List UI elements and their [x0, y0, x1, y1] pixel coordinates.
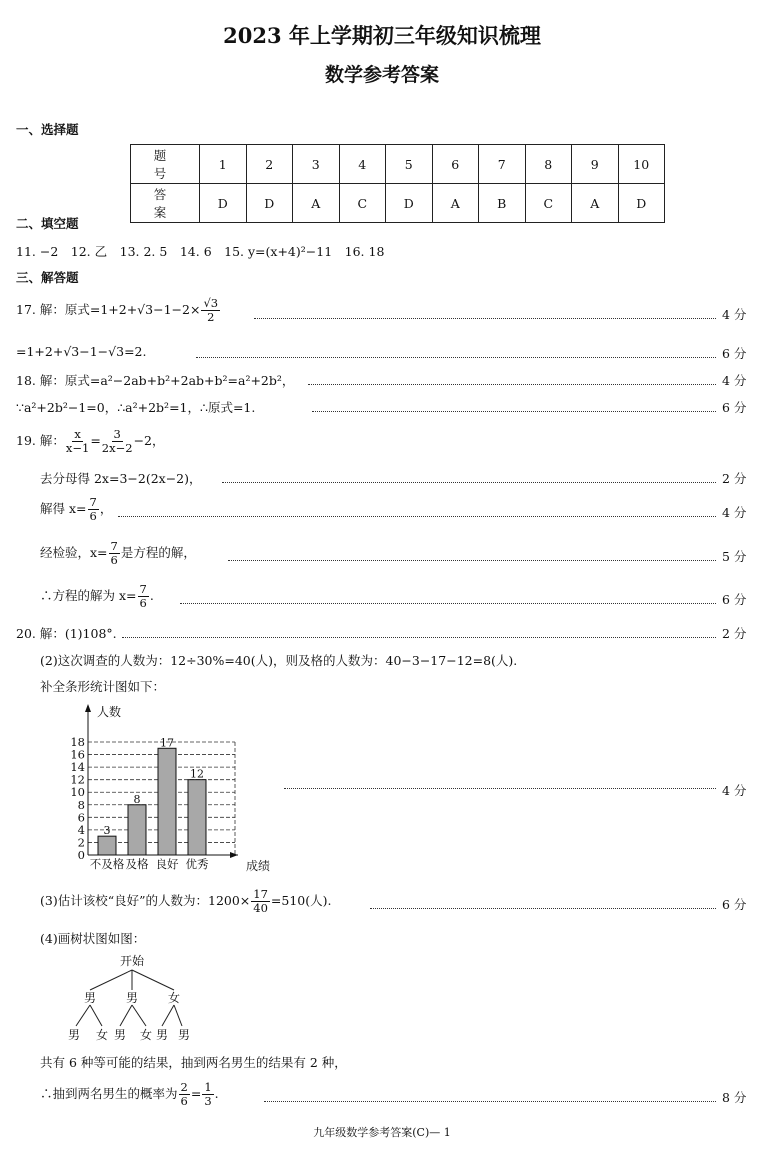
q19-tail: −2， — [133, 433, 165, 448]
section-choice-heading: 一、选择题 — [16, 122, 79, 137]
score-mark: 2 分 — [722, 626, 747, 641]
x-tick-label: 优秀 — [185, 857, 209, 871]
tree-node: 男 — [125, 991, 139, 1005]
frac-numerator: 17 — [253, 887, 268, 901]
q20-line7 — [40, 1081, 219, 1108]
y-tick-label: 14 — [70, 760, 85, 775]
frac-numerator: 7 — [89, 495, 97, 509]
score-mark: 6 分 — [722, 346, 747, 361]
leader-dots — [122, 637, 716, 638]
q18-line1: 18. 解：原式=a²−2ab+b²+2ab+b²=a²+2b²， — [16, 373, 295, 388]
q19-l5-text: ∴方程的解为 x= — [40, 588, 137, 603]
q19-l3-text: 解得 x= — [40, 501, 87, 516]
q20-line6: 共有 6 种等可能的结果，抽到两名男生的结果有 2 种， — [40, 1055, 347, 1070]
frac-denominator: 40 — [253, 901, 268, 915]
frac-denominator: 6 — [110, 553, 118, 567]
q19-line2: 去分母得 2x=3−2(2x−2)， — [40, 471, 202, 486]
table-cell: 2 — [246, 145, 293, 184]
tree-branch — [132, 970, 174, 990]
table-cell: 3 — [293, 145, 340, 184]
y-tick-label: 10 — [70, 785, 85, 800]
frac-denominator: 2 — [207, 310, 215, 324]
leader-dots — [370, 908, 716, 909]
punctuation: . — [149, 588, 154, 603]
table-cell: B — [479, 184, 526, 223]
table-cell: A — [293, 184, 340, 223]
tree-leaf: 男 — [67, 1028, 81, 1042]
leader-dots — [284, 788, 716, 789]
frac-denominator: 6 — [89, 509, 97, 523]
tree-branch — [174, 1005, 182, 1026]
frac-numerator: 7 — [139, 582, 147, 596]
tree-leaf: 女 — [95, 1028, 109, 1042]
table-cell: 1 — [200, 145, 247, 184]
table-row-answers — [131, 184, 665, 223]
table-cell: C — [339, 184, 386, 223]
table-cell: A — [572, 184, 619, 223]
score-mark: 6 分 — [722, 400, 747, 415]
x-tick-label: 不及格 — [89, 857, 125, 871]
tree-root: 开始 — [119, 954, 145, 968]
q20-l4-tail: =510(人). — [270, 893, 332, 908]
section-solve-heading: 三、解答题 — [16, 270, 79, 285]
q20-l7-text: ∴抽到两名男生的概率为 — [40, 1086, 178, 1101]
page-title: 2023 年上学期初三年级知识梳理 — [223, 23, 541, 48]
table-header-number: 题 号 — [131, 145, 200, 184]
q19-label: 19. 解： — [16, 433, 65, 448]
frac-denominator: 3 — [204, 1094, 212, 1108]
bar-chart — [60, 700, 290, 882]
fraction — [251, 888, 270, 915]
tree-leaf: 女 — [139, 1028, 153, 1042]
frac-numerator: 1 — [204, 1080, 212, 1094]
q20-line4 — [40, 888, 331, 915]
leader-dots — [312, 411, 716, 412]
bar-value-label: 17 — [160, 736, 174, 750]
bar — [98, 836, 116, 855]
equals-sign: = — [190, 1086, 202, 1101]
bar-value-label: 3 — [103, 824, 111, 838]
q17-fraction — [201, 297, 220, 324]
y-tick-label: 18 — [70, 735, 85, 749]
page-footer: 九年级数学参考答案(C)— 1 — [313, 1126, 451, 1139]
bar — [188, 780, 206, 855]
tree-branch — [76, 1005, 90, 1026]
tree-leaf: 男 — [113, 1028, 127, 1042]
q20-line2: (2)这次调查的人数为：12÷30%=40(人)，则及格的人数为：40−3−17−12=8(人). — [40, 653, 518, 668]
leader-dots — [118, 516, 716, 517]
tree-branch — [162, 1005, 174, 1026]
frac-numerator: x — [74, 427, 81, 441]
frac-numerator: √3 — [203, 296, 219, 310]
q19-line1 — [16, 428, 165, 455]
table-cell: 7 — [479, 145, 526, 184]
table-cell: A — [432, 184, 479, 223]
frac-denominator: x−1 — [65, 441, 90, 455]
equals-sign: = — [90, 433, 101, 448]
bar-value-label: 8 — [133, 792, 141, 806]
table-row-numbers — [131, 145, 665, 184]
punctuation: . — [214, 1086, 219, 1101]
score-mark: 4 分 — [722, 505, 747, 520]
table-header-answer: 答 案 — [131, 184, 200, 223]
y-tick-label: 16 — [70, 747, 85, 762]
y-tick-label: 8 — [77, 797, 85, 812]
frac-denominator: 2x−2 — [101, 441, 133, 455]
table-cell: C — [525, 184, 572, 223]
q19-line3 — [40, 496, 112, 523]
leader-dots — [180, 603, 716, 604]
table-cell: 10 — [618, 145, 665, 184]
frac-numerator: 2 — [180, 1080, 188, 1094]
y-tick-label: 6 — [77, 810, 85, 825]
score-mark: 6 分 — [722, 897, 747, 912]
page-subtitle: 数学参考答案 — [324, 64, 439, 86]
frac-denominator: 6 — [180, 1094, 188, 1108]
frac-numerator: 3 — [113, 427, 121, 441]
fraction — [179, 1081, 190, 1108]
q19-l4-tail: 是方程的解， — [120, 545, 196, 560]
tree-node: 女 — [167, 991, 181, 1005]
q20-l4-text: (3)估计该校“良好”的人数为：1200× — [40, 893, 251, 908]
table-cell: 8 — [525, 145, 572, 184]
leader-dots — [264, 1101, 716, 1102]
answer-table — [130, 144, 665, 223]
score-mark: 4 分 — [722, 307, 747, 322]
y-tick-label: 2 — [77, 835, 85, 850]
table-cell: 9 — [572, 145, 619, 184]
q17-line2: =1+2+√3−1−√3=2. — [16, 344, 147, 359]
section-fill-heading: 二、填空题 — [16, 216, 79, 231]
tree-node: 男 — [83, 991, 97, 1005]
tree-diagram — [58, 950, 208, 1045]
leader-dots — [222, 482, 716, 483]
tree-leaf: 男 — [177, 1028, 191, 1042]
leader-dots — [196, 357, 716, 358]
score-mark: 8 分 — [722, 1090, 747, 1105]
bar — [158, 748, 176, 855]
x-axis-arrow — [230, 852, 238, 858]
tree-branch — [132, 1005, 146, 1026]
q17-line1-text: 17. 解：原式=1+2+√3−1−2× — [16, 302, 201, 317]
fraction — [138, 583, 149, 610]
x-tick-label: 良好 — [155, 857, 179, 871]
y-tick-label: 12 — [70, 772, 85, 787]
q17-line1 — [16, 297, 221, 324]
tree-branch — [120, 1005, 132, 1026]
frac-numerator: 7 — [110, 539, 118, 553]
frac-denominator: 6 — [139, 596, 147, 610]
y-tick-label: 4 — [77, 822, 85, 837]
fraction — [88, 496, 99, 523]
q19-fraction-left — [66, 428, 89, 455]
leader-dots — [228, 560, 716, 561]
y-axis-arrow — [85, 704, 91, 712]
table-cell: 5 — [386, 145, 433, 184]
q20-line1: 20. 解：(1)108°. — [16, 626, 117, 641]
tree-branch — [90, 1005, 102, 1026]
score-mark: 4 分 — [722, 373, 747, 388]
punctuation: ， — [99, 501, 113, 516]
q19-line4 — [40, 540, 196, 567]
q20-line3: 补全条形统计图如下： — [40, 679, 166, 694]
table-cell: D — [246, 184, 293, 223]
x-axis-label: 成绩 — [246, 859, 271, 873]
bar — [128, 805, 146, 855]
q19-l4-text: 经检验，x= — [40, 545, 108, 560]
fraction — [202, 1081, 213, 1108]
fraction — [109, 540, 120, 567]
score-mark: 5 分 — [722, 549, 747, 564]
q18-line2: ∵a²+2b²−1=0，∴a²+2b²=1，∴原式=1. — [16, 400, 256, 415]
score-mark: 6 分 — [722, 592, 747, 607]
tree-leaf: 男 — [155, 1028, 169, 1042]
y-axis-label: 人数 — [97, 705, 122, 719]
table-cell: 6 — [432, 145, 479, 184]
tree-branch — [90, 970, 132, 990]
q19-fraction-right — [102, 428, 133, 455]
y-tick-label: 0 — [77, 848, 85, 862]
x-tick-label: 及格 — [125, 857, 149, 871]
bar-value-label: 12 — [190, 767, 204, 781]
q20-line5: (4)画树状图如图： — [40, 931, 146, 946]
score-mark: 2 分 — [722, 471, 747, 486]
table-cell: 4 — [339, 145, 386, 184]
leader-dots — [308, 384, 716, 385]
table-cell: D — [386, 184, 433, 223]
table-cell: D — [200, 184, 247, 223]
table-cell: D — [618, 184, 665, 223]
q19-line5 — [40, 583, 154, 610]
fill-blank-answers: 11. −2 12. 乙 13. 2. 5 14. 6 15. y=(x+4)²−11 16. 18 — [16, 244, 385, 259]
leader-dots — [254, 318, 716, 319]
score-mark: 4 分 — [722, 783, 747, 798]
